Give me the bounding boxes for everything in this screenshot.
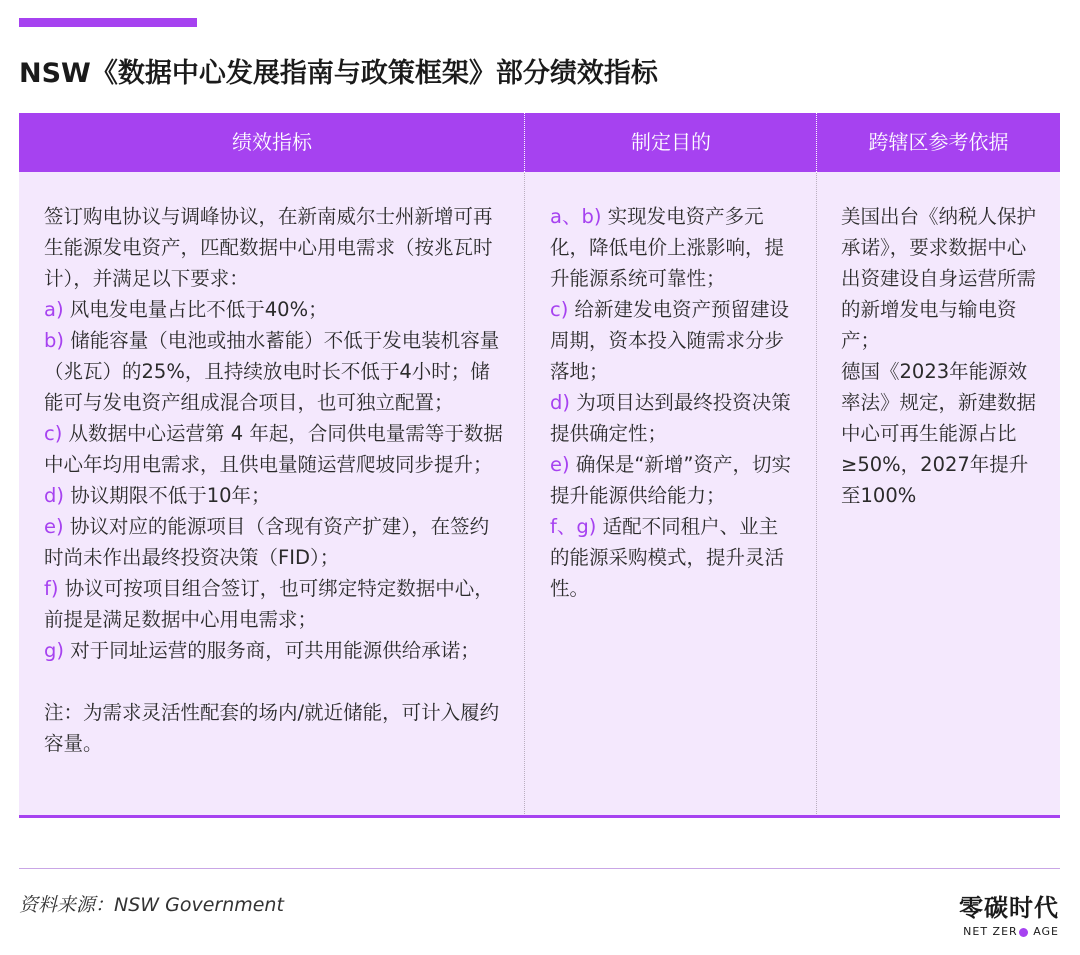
item-label: c) [44,422,63,445]
item-text: 从数据中心运营第 4 年起，合同供电量需等于数据中心年均用电需求，且供电量随运营爬坡同步提升； [44,422,503,476]
item-label: g) [44,639,64,662]
table-bottom-rule [19,815,1060,818]
header-cross-jurisdiction-reference: 跨辖区参考依据 [868,130,1009,154]
reference-text: 德国《2023年能源效率法》规定，新建数据中心可再生能源占比≥50%，2027年提升至100% [841,360,1037,507]
item-text: 适配不同租户、业主的能源采购模式，提升灵活性。 [550,515,785,600]
item-label: c) [550,298,569,321]
logo-chinese: 零碳时代 [959,893,1059,922]
list-item [550,387,795,449]
item-text: 实现发电资产多元化，降低电价上涨影响，提升能源系统可靠性； [550,205,785,290]
item-label: f、g) [550,515,597,538]
column-divider [524,113,525,816]
list-item [44,635,504,666]
item-label: d) [550,391,570,414]
item-text: 确保是“新增”资产，切实提升能源供给能力； [550,453,792,507]
item-label: d) [44,484,64,507]
item-label: e) [550,453,570,476]
list-item [550,201,795,294]
item-label: e) [44,515,64,538]
intro-text: 签订购电协议与调峰协议，在新南威尔士州新增可再生能源发电资产，匹配数据中心用电需求（按兆瓦时计），并满足以下要求： [44,205,493,290]
logo-dot-icon [1019,928,1028,937]
header-purpose: 制定目的 [631,130,711,154]
reference-text: 美国出台《纳税人保护承诺》，要求数据中心出资建设自身运营所需的新增发电与输电资产； [841,205,1037,352]
list-item [44,325,504,418]
item-text: 协议对应的能源项目（含现有资产扩建），在签约时尚未作出最终投资决策（FID）； [44,515,490,569]
cell-performance-indicators [44,201,504,759]
list-item [44,480,504,511]
source-note: 资料来源：NSW Government [19,894,284,916]
brand-logo [959,888,1059,938]
indicator-table [19,113,1060,816]
item-label: f) [44,577,59,600]
header-performance-indicators: 绩效指标 [232,130,312,154]
page-title: NSW《数据中心发展指南与政策框架》部分绩效指标 [19,58,658,89]
logo-english-right: AGE [1033,925,1059,938]
list-item [550,449,795,511]
item-text: 为项目达到最终投资决策提供确定性； [550,391,791,445]
divider [19,868,1060,869]
item-text: 给新建发电资产预留建设周期，资本投入随需求分步落地； [550,298,790,383]
item-label: b) [44,329,64,352]
item-label: a) [44,298,64,321]
logo-english [959,925,1059,938]
list-item [44,573,504,635]
column-divider [816,113,817,816]
header-divider [524,113,525,172]
header-divider [816,113,817,172]
item-label: a、b) [550,205,602,228]
list-item [44,294,504,325]
accent-bar [19,18,197,27]
list-item [44,418,504,480]
item-text: 储能容量（电池或抽水蓄能）不低于发电装机容量（兆瓦）的25%，且持续放电时长不低于4小时；储能可与发电资产组成混合项目，也可独立配置； [44,329,500,414]
item-text: 协议期限不低于10年； [70,484,271,507]
list-item [550,511,795,604]
note-text: 注：为需求灵活性配套的场内/就近储能，可计入履约容量。 [44,701,500,755]
cell-purpose [550,201,795,604]
item-text: 风电发电量占比不低于40%； [69,298,328,321]
item-text: 对于同址运营的服务商，可共用能源供给承诺； [70,639,480,662]
item-text: 协议可按项目组合签订，也可绑定特定数据中心，前提是满足数据中心用电需求； [44,577,494,631]
table-header-row [19,113,1060,172]
list-item [44,511,504,573]
list-item [550,294,795,387]
logo-english-left: NET ZER [963,925,1018,938]
cell-cross-jurisdiction-reference [841,201,1041,511]
